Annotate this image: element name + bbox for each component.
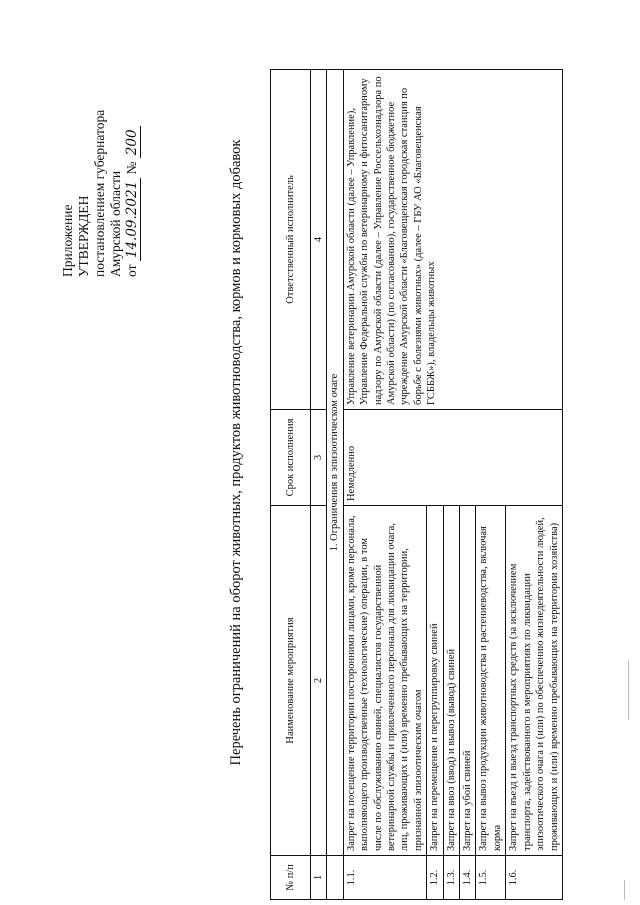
row-measure: Запрет на въезд и выезд транспортных средств (за исключением транспорта, задействованного в мероприятиях по ликвидации эпизоотического очага и (или) по обеспечению жизнедеятельности людей, проживающих и (или) временно пребывающих на территории хозяйства) [506,506,563,856]
header-number: № п/п [271,856,311,900]
decree-date-line [124,17,140,277]
row-measure: Запрет на ввоз (ввод) и вывоз (вывод) свиней [443,506,459,856]
column-number-row [311,70,327,900]
document-title: Перечень ограничений на оборот животных, продуктов животноводства, кормов и кормовых добавок [228,139,244,766]
number-prefix: № [124,161,139,175]
section-title: 1. Ограничения в эпизоотическом очаге [327,70,343,856]
row-measure: Запрет на посещение территории посторонними лицами, кроме персонала, выполняющего производственные (технологические) операции, в том числе по обслуживанию свиней, специалистов государственной ветеринарной службы и привлеченного персонала для ликвидации очага, лиц, проживающих и (или) временно пребывающих на территории, признанной эпизоотическим очагом [343,506,426,856]
header-deadline: Срок исполнения [271,410,311,506]
header-responsible: Ответственный исполнитель [271,70,311,410]
table-header-row [271,70,311,900]
row-number: 1.5. [476,856,506,900]
approved-label: УТВЕРЖДЕН [76,195,91,277]
column-number: 1 [311,856,327,900]
section-row [327,70,343,900]
row-number: 1.4. [460,856,476,900]
row-number: 1.1. [343,856,426,900]
header-measure: Наименование мероприятия [271,506,311,856]
decree-number: 200 [124,126,141,158]
row-deadline: Немедленно [343,410,562,506]
row-responsible: Управление ветеринарии Амурской области (далее – Управление), Управление Федеральной службы по ветеринарному и фитосанитарному надзору по Амурской области (далее – Управление Россельхознадзора по Амурской области) (по согласованию), государственное бюджетное учреждение Амурской области «Благовещенская городская станция по борьбе с болезнями животных» (далее – ГБУ АО «Благовещенская ГСББЖ»), владельцы животных [343,70,562,410]
row-measure: Запрет на убой свиней [460,506,476,856]
column-number: 4 [311,70,327,410]
row-number: 1.6. [506,856,563,900]
row-number: 1.3. [443,856,459,900]
column-number: 3 [311,410,327,506]
region-label: Амурской области [108,170,123,277]
row-number: 1.2. [427,856,443,900]
date-prefix: от [124,264,139,277]
column-number: 2 [311,506,327,856]
approval-stamp-block [60,17,140,277]
approved-by-label: постановлением губернатора [92,109,107,277]
appendix-label: Приложение [60,204,75,277]
table-row [343,70,426,900]
row-measure: Запрет на вывоз продукции животноводства и растениеводства, включая корма [476,506,506,856]
restrictions-table [270,69,563,900]
decree-date: 14.09.2021 [124,178,141,261]
section-number-cell [327,856,343,900]
row-measure: Запрет на перемещение и перегруппировку свиней [427,506,443,856]
